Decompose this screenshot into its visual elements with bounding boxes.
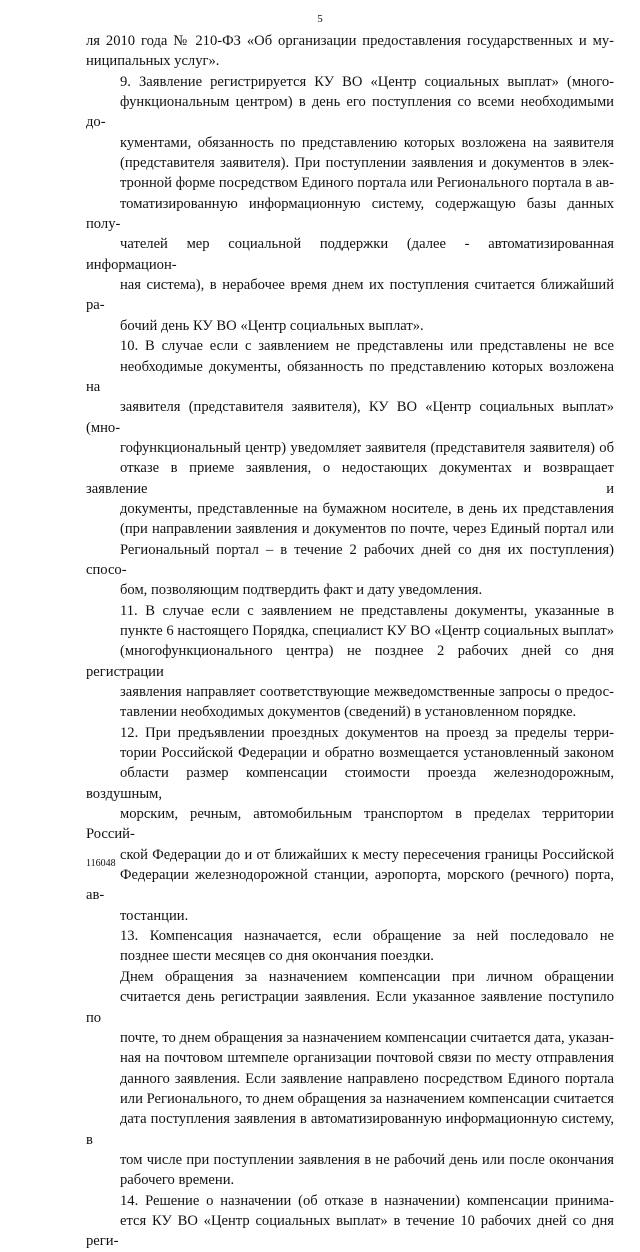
text-line: (многофункционального центра) не позднее 2 рабочих дней со дня регистрации [86,643,614,680]
text-line: том числе при поступлении заявления в не рабочий день или после окончания [120,1151,614,1168]
paragraph-p11 [86,601,614,723]
text-line: (представителя заявителя). При поступлении заявления и документов в элек- [120,155,614,172]
text-line: Региональный портал – в течение 2 рабочих дней со дня их поступления) спосо- [86,541,614,578]
text-line: 9. Заявление регистрируется КУ ВО «Центр социальных выплат» (много- [120,73,614,90]
text-line: функциональным центром) в день его поступления со всеми необходимыми до- [86,94,614,131]
text-line: почте, то днем обращения за назначением компенсации считается дата, указан- [120,1029,614,1046]
text-line: ется КУ ВО «Центр социальных выплат» в течение 10 рабочих дней со дня реги- [86,1212,614,1250]
paragraph-p13b [86,967,614,1191]
text-line: тории Российской Федерации и обратно возмещается установленный законом [120,745,614,762]
text-line: считается день регистрации заявления. Если указанное заявление поступило по [86,989,614,1026]
text-line: Днем обращения за назначением компенсации при личном обращении [120,968,614,985]
paragraph-p9 [86,72,614,336]
text-line: чателей мер социальной поддержки (далее - автоматизированная информацион- [86,236,614,273]
text-line: области размер компенсации стоимости проезда железнодорожным, воздушным, [86,765,614,802]
text-line: или Регионального, то днем обращения за назначением компенсации считается [120,1090,614,1107]
text-line: томатизированную информационную систему, содержащую базы данных полу- [86,195,614,233]
text-line: бом, позволяющим подтвердить факт и дату уведомления. [120,582,483,599]
text-line: 13. Компенсация назначается, если обращение за ней последовало не [120,928,614,945]
footer-code: 116048 [86,858,116,869]
text-line: документы, представленные на бумажном носителе, в день их представления [120,500,614,517]
text-line: кументами, обязанность по представлению которых возложена на заявителя [120,134,614,151]
paragraph-p13 [86,926,614,967]
text-line: ниципальных услуг». [86,53,220,70]
text-line: ная на почтовом штемпеле организации почтовой связи по месту отправления [120,1050,614,1067]
text-line: 12. При предъявлении проездных документов на проезд за пределы терри- [120,724,614,741]
text-line: тавлении необходимых документов (сведений) в установленном порядке. [120,704,577,721]
paragraph-p14 [86,1191,614,1252]
text-line: пункте 6 настоящего Порядка, специалист КУ ВО «Центр социальных выплат» [120,622,614,639]
text-line: отказе в приеме заявления, о недостающих документах и возвращает заявление и [86,460,614,497]
text-line: необходимые документы, обязанность по представлению которых возложена на [86,358,614,395]
text-line: тронной форме посредством Единого портала или Регионального портала в ав- [120,175,614,192]
text-line: тостанции. [120,907,189,924]
text-line: ная система), в нерабочее время днем их поступления считается ближайший ра- [86,277,614,314]
paragraph-p12 [86,723,614,926]
text-line: данного заявления. Если заявление направлено посредством Единого портала [120,1070,614,1087]
text-line: 14. Решение о назначении (об отказе в назначении) компенсации принима- [120,1192,614,1209]
text-line: (при направлении заявления и документов по почте, через Единый портал или [120,521,614,538]
text-line: морским, речным, автомобильным транспортом в пределах территории Россий- [86,806,614,843]
text-line: гофункциональный центр) уведомляет заявителя (представителя заявителя) об [120,439,614,456]
text-line: 11. В случае если с заявлением не представлены документы, указанные в [120,602,614,619]
paragraph-p10 [86,336,614,600]
text-line: Федерации железнодорожной станции, аэропорта, морского (речного) порта, ав- [86,867,614,904]
page-number: 5 [317,13,323,25]
text-line: позднее шести месяцев со дня окончания поездки. [120,948,434,965]
document-body [86,31,614,1252]
text-line: дата поступления заявления в автоматизированную информационную систему, в [86,1111,614,1148]
text-line: бочий день КУ ВО «Центр социальных выплат». [120,317,424,334]
text-line: заявителя (представителя заявителя), КУ ВО «Центр социальных выплат» (мно- [86,399,614,436]
text-line: ской Федерации до и от ближайших к месту пересечения границы Российской [120,846,614,863]
text-line: 10. В случае если с заявлением не представлены или представлены не все [120,338,614,355]
text-line: рабочего времени. [120,1172,235,1189]
paragraph-p-continued [86,31,614,72]
text-line: ля 2010 года № 210-ФЗ «Об организации предоставления государственных и му- [86,33,614,49]
text-line: заявления направляет соответствующие межведомственные запросы о предос- [120,684,614,700]
